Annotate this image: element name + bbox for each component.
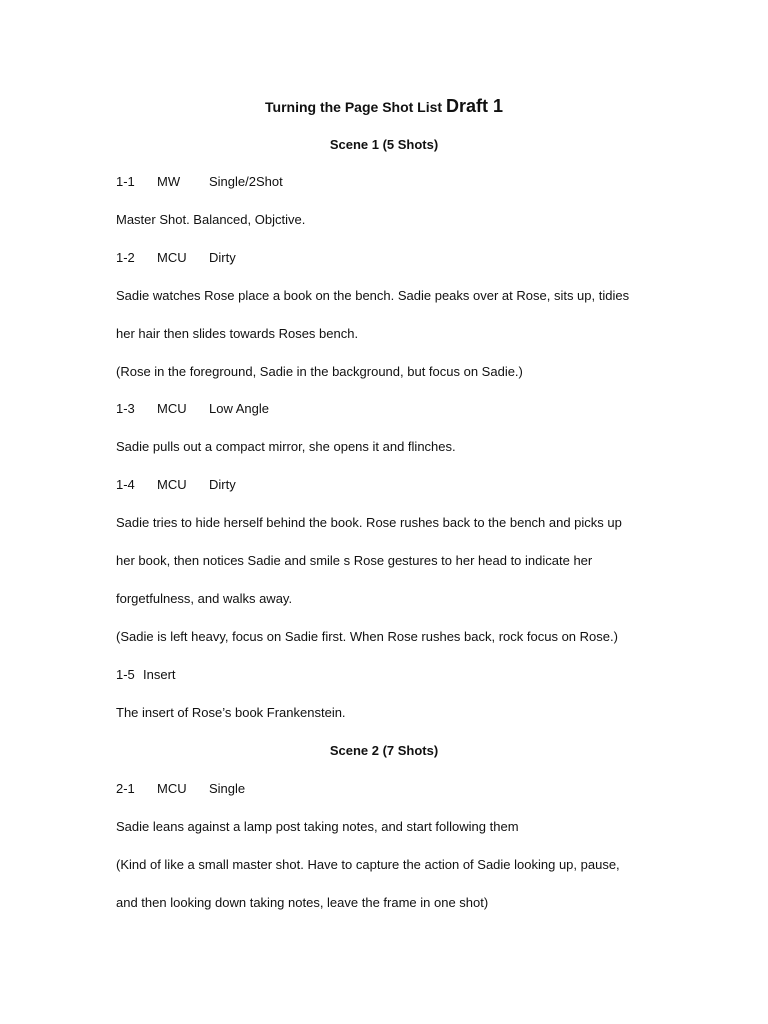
shot-note: (Kind of like a small master shot. Have to capture the action of Sadie looking up, pause, [116, 857, 620, 872]
shot-type: Single/2Shot [209, 174, 283, 189]
shot-note: (Sadie is left heavy, focus on Sadie first. When Rose rushes back, rock focus on Rose.) [116, 629, 618, 644]
shot-header [116, 477, 236, 493]
shot-size: MCU [157, 781, 187, 796]
shot-note: and then looking down taking notes, leave the frame in one shot) [116, 895, 489, 910]
shot-number: 1-5 [116, 667, 135, 682]
shot-description: Sadie watches Rose place a book on the bench. Sadie peaks over at Rose, sits up, tidies [116, 288, 630, 303]
shot-description: The insert of Rose’s book Frankenstein. [116, 705, 346, 720]
shot-header [116, 401, 269, 417]
title-draft: Draft 1 [445, 96, 503, 116]
shot-header [116, 781, 245, 797]
shot-description: Sadie tries to hide herself behind the book. Rose rushes back to the bench and picks up [116, 515, 622, 530]
scene-heading: Scene 1 (5 Shots) [329, 137, 439, 152]
shot-size: MCU [157, 477, 187, 492]
shot-number: 1-4 [116, 477, 135, 492]
shot-header [116, 174, 283, 190]
shot-header [116, 667, 176, 683]
shot-size: MCU [157, 250, 187, 265]
shot-description: her book, then notices Sadie and smile s Rose gestures to her head to indicate her [116, 553, 593, 568]
shot-header [116, 250, 236, 266]
shot-description: forgetfulness, and walks away. [116, 591, 293, 606]
shot-number: 1-1 [116, 174, 135, 189]
shot-note: (Rose in the foreground, Sadie in the background, but focus on Sadie.) [116, 364, 523, 379]
shot-description: her hair then slides towards Roses bench. [116, 326, 359, 341]
shot-description: Sadie pulls out a compact mirror, she opens it and flinches. [116, 439, 456, 454]
shot-number: 2-1 [116, 781, 135, 796]
shot-size: Insert [143, 667, 176, 682]
shot-type: Low Angle [209, 401, 269, 416]
shot-number: 1-3 [116, 401, 135, 416]
title-main: Turning the Page Shot List [265, 99, 443, 115]
document-title [0, 98, 768, 115]
shot-type: Single [209, 781, 246, 796]
shot-description: Sadie leans against a lamp post taking notes, and start following them [116, 819, 519, 834]
shot-type: Dirty [209, 250, 236, 265]
shot-type: Dirty [209, 477, 236, 492]
shot-description: Master Shot. Balanced, Objctive. [116, 212, 306, 227]
shot-size: MW [157, 174, 181, 189]
shot-number: 1-2 [116, 250, 135, 265]
scene-heading: Scene 2 (7 Shots) [329, 743, 439, 758]
shot-size: MCU [157, 401, 187, 416]
